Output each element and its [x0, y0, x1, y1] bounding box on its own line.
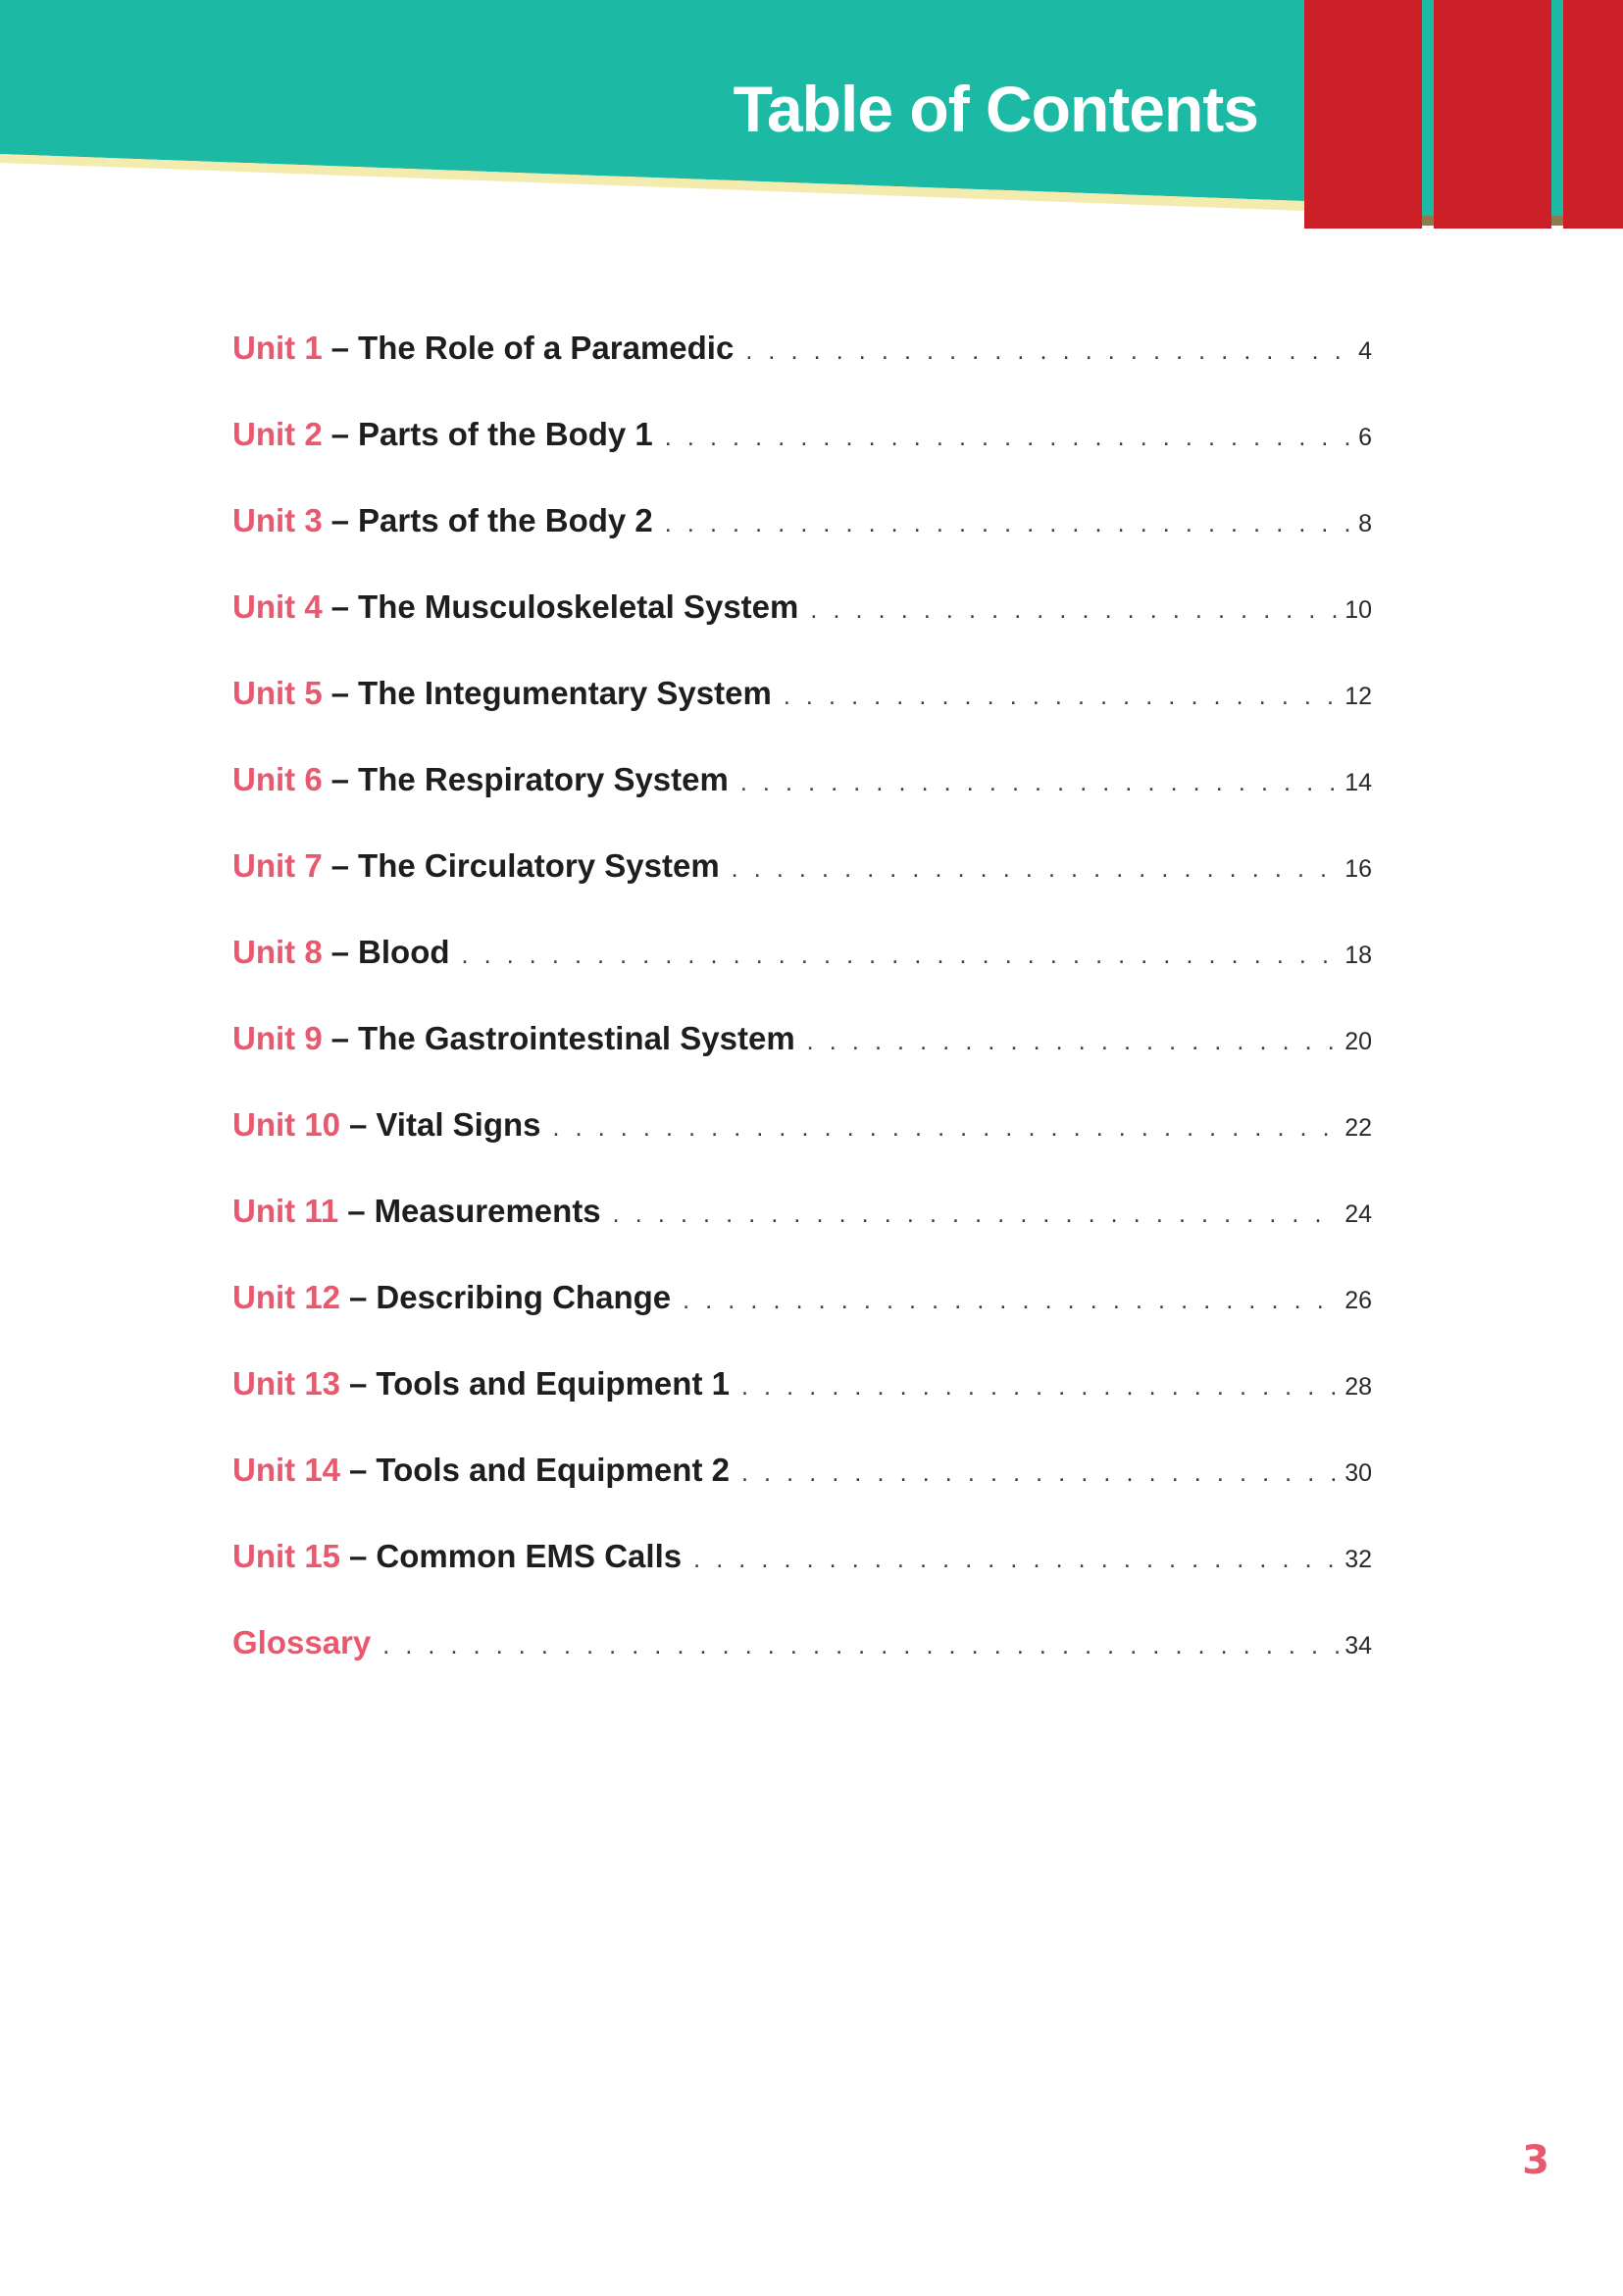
- dot-leader: [745, 337, 1352, 366]
- dot-leader: [665, 510, 1352, 538]
- separator-dash: –: [330, 847, 350, 884]
- page-ref: 26: [1344, 1287, 1372, 1314]
- unit-title: The Musculoskeletal System: [358, 588, 799, 625]
- toc-entry[interactable]: [232, 1279, 1372, 1365]
- dot-leader: [784, 683, 1339, 711]
- separator-dash: –: [330, 588, 350, 625]
- separator-dash: –: [349, 1365, 368, 1402]
- page-number: 3: [1522, 2138, 1549, 2183]
- page-ref: 20: [1344, 1028, 1372, 1055]
- separator-dash: –: [330, 675, 350, 711]
- separator-dash: –: [330, 761, 350, 797]
- page-ref: 24: [1344, 1200, 1372, 1228]
- unit-title: Parts of the Body 1: [358, 416, 653, 452]
- toc-entry[interactable]: [232, 761, 1372, 847]
- separator-dash: –: [349, 1452, 368, 1488]
- table-of-contents: [232, 330, 1372, 1710]
- page-ref: 4: [1358, 337, 1372, 365]
- unit-title: The Respiratory System: [358, 761, 729, 797]
- separator-dash: –: [347, 1193, 366, 1229]
- dot-leader: [462, 942, 1340, 970]
- bar-shadow-2: [1551, 216, 1563, 226]
- unit-title: Vital Signs: [376, 1106, 541, 1143]
- unit-title: Describing Change: [376, 1279, 672, 1315]
- dot-leader: [553, 1114, 1340, 1143]
- separator-dash: –: [330, 502, 350, 538]
- dot-leader: [683, 1287, 1339, 1315]
- unit-title: Measurements: [374, 1193, 601, 1229]
- unit-title: Tools and Equipment 2: [376, 1452, 730, 1488]
- bar-gap-2: [1551, 0, 1563, 224]
- unit-label: Unit 15: [232, 1538, 341, 1574]
- page-ref: 14: [1344, 769, 1372, 796]
- toc-entry[interactable]: [232, 934, 1372, 1020]
- unit-label: Unit 1: [232, 330, 323, 366]
- dot-leader: [741, 1373, 1339, 1402]
- unit-label: Unit 10: [232, 1106, 341, 1143]
- separator-dash: –: [330, 416, 350, 452]
- separator-dash: –: [330, 330, 350, 366]
- page-ref: 16: [1344, 855, 1372, 883]
- unit-title: Tools and Equipment 1: [376, 1365, 730, 1402]
- dot-leader: [665, 424, 1352, 452]
- page-ref: 22: [1344, 1114, 1372, 1142]
- bar-gap-1: [1422, 0, 1434, 224]
- toc-entry[interactable]: [232, 416, 1372, 502]
- separator-dash: –: [349, 1538, 368, 1574]
- dot-leader: [732, 855, 1340, 884]
- red-bar-3: [1563, 0, 1623, 229]
- toc-entry[interactable]: [232, 675, 1372, 761]
- toc-entry[interactable]: [232, 1452, 1372, 1538]
- page-ref: 34: [1344, 1632, 1372, 1659]
- toc-entry[interactable]: [232, 1538, 1372, 1624]
- dot-leader: [382, 1632, 1339, 1660]
- unit-label: Unit 6: [232, 761, 323, 797]
- red-bar-2: [1434, 0, 1551, 229]
- unit-label: Unit 4: [232, 588, 323, 625]
- toc-entry[interactable]: [232, 1106, 1372, 1193]
- unit-label: Unit 7: [232, 847, 323, 884]
- dot-leader: [807, 1028, 1340, 1056]
- unit-label: Unit 13: [232, 1365, 341, 1402]
- page-ref: 12: [1344, 683, 1372, 710]
- page-ref: 18: [1344, 942, 1372, 969]
- bar-shadow-1: [1422, 216, 1434, 226]
- unit-title: The Integumentary System: [358, 675, 772, 711]
- page-ref: 28: [1344, 1373, 1372, 1401]
- toc-entry[interactable]: [232, 1365, 1372, 1452]
- toc-entry[interactable]: [232, 1193, 1372, 1279]
- page-ref: 6: [1358, 424, 1372, 451]
- dot-leader: [693, 1546, 1339, 1574]
- unit-label: Unit 3: [232, 502, 323, 538]
- dot-leader: [613, 1200, 1340, 1229]
- header-banner: [0, 0, 1623, 235]
- unit-label: Unit 14: [232, 1452, 341, 1488]
- toc-entry[interactable]: [232, 1020, 1372, 1106]
- separator-dash: –: [349, 1106, 368, 1143]
- toc-entry[interactable]: [232, 502, 1372, 588]
- unit-title: The Gastrointestinal System: [358, 1020, 795, 1056]
- unit-title: Parts of the Body 2: [358, 502, 653, 538]
- unit-title: Common EMS Calls: [376, 1538, 683, 1574]
- separator-dash: –: [330, 934, 350, 970]
- unit-label: Unit 9: [232, 1020, 323, 1056]
- page-ref: 10: [1344, 596, 1372, 624]
- unit-label: Unit 12: [232, 1279, 341, 1315]
- glossary-label: Glossary: [232, 1624, 372, 1660]
- separator-dash: –: [349, 1279, 368, 1315]
- dot-leader: [810, 596, 1339, 625]
- toc-entry-glossary[interactable]: [232, 1624, 1372, 1710]
- page-ref: 8: [1358, 510, 1372, 537]
- dot-leader: [740, 769, 1339, 797]
- unit-label: Unit 11: [232, 1193, 339, 1229]
- red-bar-1: [1304, 0, 1422, 229]
- unit-title: The Circulatory System: [358, 847, 720, 884]
- toc-entry[interactable]: [232, 847, 1372, 934]
- unit-label: Unit 2: [232, 416, 323, 452]
- toc-entry[interactable]: [232, 330, 1372, 416]
- unit-title: The Role of a Paramedic: [358, 330, 735, 366]
- toc-entry[interactable]: [232, 588, 1372, 675]
- page-title: Table of Contents: [733, 73, 1258, 145]
- unit-label: Unit 5: [232, 675, 323, 711]
- unit-label: Unit 8: [232, 934, 323, 970]
- dot-leader: [741, 1459, 1339, 1488]
- page-ref: 32: [1344, 1546, 1372, 1573]
- separator-dash: –: [330, 1020, 350, 1056]
- unit-title: Blood: [358, 934, 450, 970]
- page-ref: 30: [1344, 1459, 1372, 1487]
